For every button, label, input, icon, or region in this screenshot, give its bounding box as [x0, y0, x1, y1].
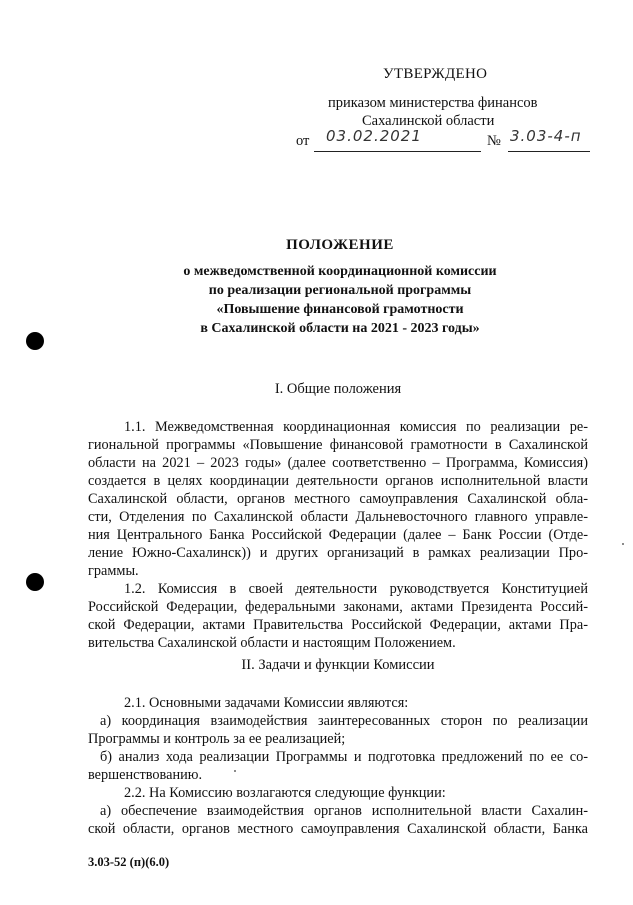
section-heading: I. Общие положения	[274, 381, 402, 397]
title-subline: о межведомственной координационной комиссии	[183, 264, 497, 279]
approved-stamp-label: УТВЕРЖДЕНО	[383, 66, 488, 82]
number-prefix: №	[487, 133, 501, 149]
text-line: вершенствованию.	[88, 767, 203, 783]
text-line: ния Центрального Банка Российской Федерации (далее – Банк России (Отде-	[88, 527, 588, 543]
text-line: а) обеспечение взаимодействия органов исполнительной власти Сахалин-	[100, 803, 588, 819]
title-subline: «Повышение финансовой грамотности	[216, 302, 464, 317]
text-line: Программы и контроль за ее реализацией;	[88, 731, 346, 747]
title-subline: в Сахалинской области на 2021 - 2023 годы»	[200, 321, 480, 336]
handwritten-number: 3.03-4-п	[510, 127, 582, 145]
text-line: сти, Отделения по Сахалинской области Дальневосточного главного управле-	[88, 509, 588, 525]
scan-speck	[234, 770, 236, 772]
text-line: ление Южно-Сахалинск)) и других организаций в рамках реализации Про-	[88, 545, 588, 561]
binder-hole-mark	[26, 573, 44, 591]
section-heading: II. Задачи и функции Комиссии	[241, 657, 435, 673]
text-line: гиональной программы «Повышение финансовой грамотности в Сахалинской	[88, 437, 588, 453]
text-line: области на 2021 – 2023 годы» (далее соответственно – Программа, Комиссия)	[88, 455, 588, 471]
scan-speck	[622, 543, 624, 545]
text-line: Сахалинской области, органов местного самоуправления Сахалинской обла-	[88, 491, 588, 507]
number-underline	[508, 150, 590, 152]
text-line: 1.2. Комиссия в своей деятельности руководствуется Конституцией	[124, 581, 588, 597]
text-line: Российской Федерации, федеральными законами, актами Президента Россий-	[88, 599, 588, 615]
document-code: 3.03-52 (п)(6.0)	[88, 855, 170, 869]
text-line: 2.1. Основными задачами Комиссии являются:	[124, 695, 409, 711]
text-line: ской области, органов местного самоуправления Сахалинской области, Банка	[88, 821, 588, 837]
text-line: создается в целях координации деятельности органов исполнительной власти	[88, 473, 588, 489]
text-line: вительства Сахалинской области и настоящим Положением.	[88, 635, 456, 651]
order-line-1: приказом министерства финансов	[328, 95, 538, 111]
text-line: ской Федерации, актами Правительства Российской Федерации, актами Пра-	[88, 617, 588, 633]
text-line: граммы.	[88, 563, 139, 579]
text-line: б) анализ хода реализации Программы и подготовка предложений по ее со-	[100, 749, 588, 765]
date-prefix: от	[296, 133, 310, 149]
document-title: ПОЛОЖЕНИЕ	[286, 237, 394, 253]
text-line: а) координация взаимодействия заинтересованных сторон по реализации	[100, 713, 588, 729]
binder-hole-mark	[26, 332, 44, 350]
date-underline	[314, 150, 481, 152]
title-subline: по реализации региональной программы	[208, 283, 472, 298]
text-line: 2.2. На Комиссию возлагаются следующие функции:	[124, 785, 446, 801]
order-line-2: Сахалинской области	[362, 113, 495, 129]
text-line: 1.1. Межведомственная координационная комиссия по реализации ре-	[124, 419, 588, 435]
handwritten-date: 03.02.2021	[326, 127, 422, 145]
